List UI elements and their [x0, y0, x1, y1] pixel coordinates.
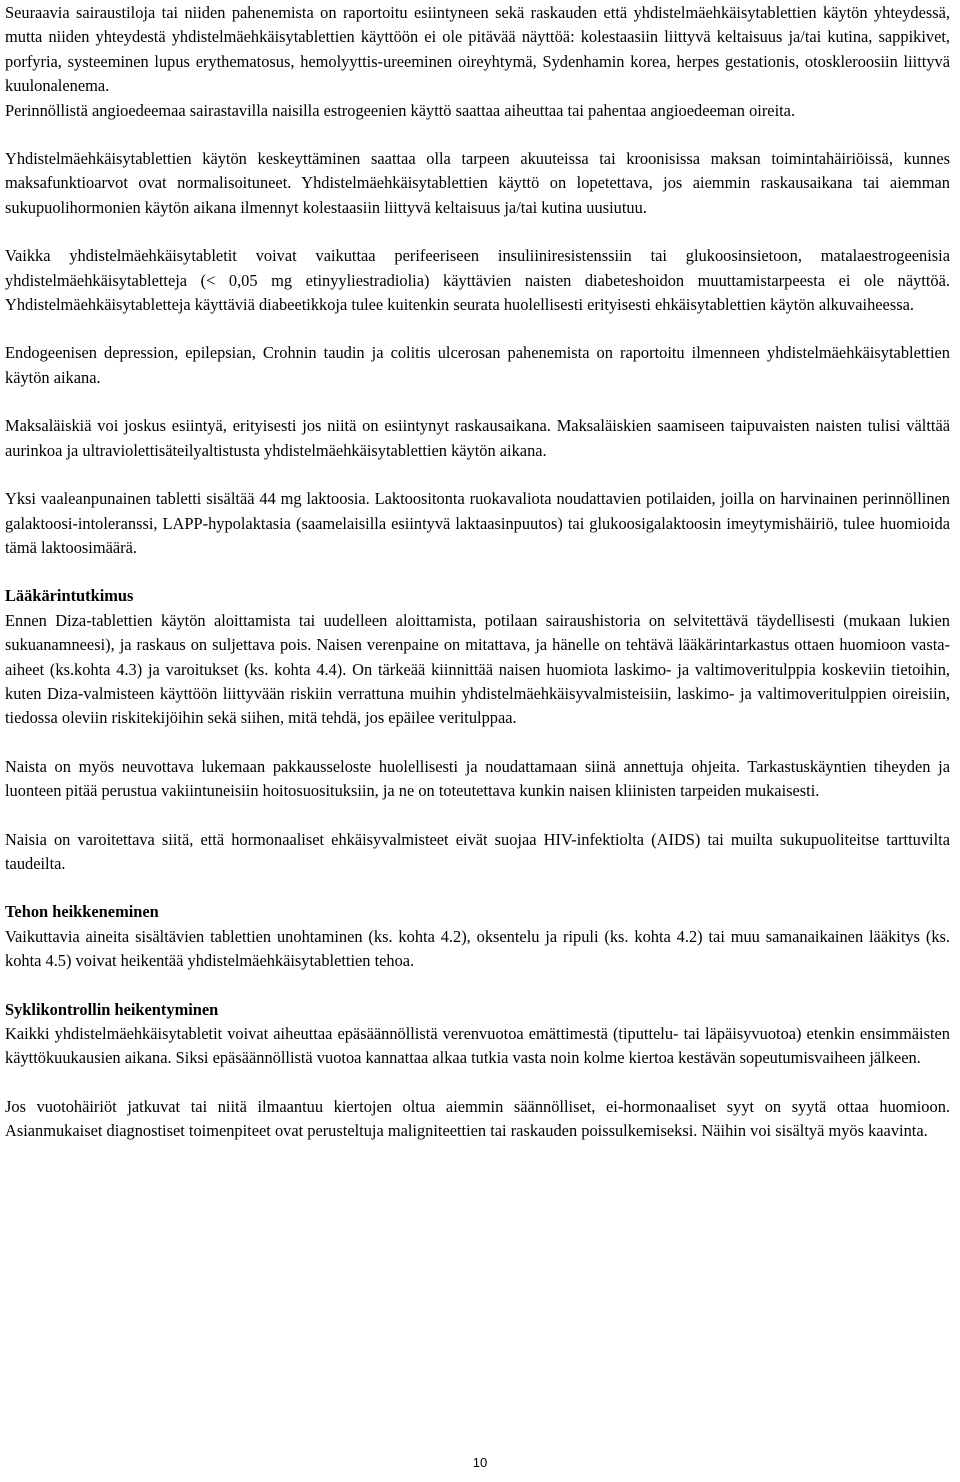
heading-reduced-efficacy: Tehon heikkeneminen: [5, 902, 159, 922]
paragraph-patient-leaflet: Naista on myös neuvottava lukemaan pakkausseloste huolellisesti ja noudattamaan siinä annettuja ohjeita. Tarkastuskäyntien tiheyden ja luonteen pitää perustua vakiintuneisiin hoitosuosituksiin, ja ne on toteutettava kunkin naisen kliinisten tarpeiden mukaisesti.: [5, 756, 950, 801]
paragraph-medical-examination: Ennen Diza-tablettien käytön aloittamista tai uudelleen aloittamista, potilaan sairaushistoria on selvitettävä täydellisesti (mukaan lukien sukuanamneesi), ja raskaus on suljettava pois. Naisen verenpaine on mitattava, ja hänelle on tehtävä lääkärintarkastus ottaen huomioon vasta-aiheet (ks.kohta 4.3) ja varoitukset (ks. kohta 4.4). On tärkeää kiinnittää naisen huomiota laskimo- ja valtimoveritulppia koskeviin tietoihin, kuten Diza-valmisteen käyttöön liittyvään riskiin verrattuna muihin yhdistelmäehkäisyvalmisteisiin, laskimo- ja valtimoveritulppien oireisiin, tiedossa oleviin riskitekijöihin sekä siihen, mitä tehdä, jos epäilee veritulppaa.: [5, 610, 950, 728]
paragraph-associated-conditions: Seuraavia sairaustiloja tai niiden pahenemista on raportoitu esiintyneen sekä raskauden että yhdistelmäehkäisytablettien käytön yhteydessä, mutta niiden yhteydestä yhdistelmäehkäisytablettien käyttöön ei ole pitävää näyttöä: kolestaasiin liittyvä keltaisuus ja/tai kutina, sappikivet, porfyria, systeeminen lupus erythematosus, hemolyyttis-ureeminen oireyhtymä, Sydenhamin korea, herpes gestationis, otoskleroosiin liittyvä kuulonalenema.: [5, 3, 950, 96]
paragraph-liver-function: Yhdistelmäehkäisytablettien käytön keskeyttäminen saattaa olla tarpeen akuuteissa tai kroonisissa maksan toimintahäiriöissä, kunnes maksafunktioarvot ovat normalisoituneet. Yhdistelmäehkäisytablettien käyttö on lopetettava, jos aiemmin raskausaikana tai aiemman sukupuolihormonien käytön aikana ilmennyt kolestaasiin liittyvä keltaisuus ja/tai kutina uusiutuu.: [5, 149, 950, 217]
heading-cycle-control: Syklikontrollin heikentyminen: [5, 999, 219, 1019]
paragraph-depression-epilepsy: Endogeenisen depression, epilepsian, Crohnin taudin ja colitis ulcerosan pahenemista on raportoitu ilmenneen yhdistelmäehkäisytablettien käytön aikana.: [5, 343, 950, 387]
paragraph-hiv-warning: Naisia on varoitettava siitä, että hormonaaliset ehkäisyvalmisteet eivät suojaa HIV-infektiolta (AIDS) tai muilta sukupuoliteitse tarttuvilta taudeilta.: [5, 829, 950, 873]
paragraph-diabetes: Vaikka yhdistelmäehkäisytabletit voivat vaikuttaa perifeeriseen insuliiniresistenssiin tai glukoosinsietoon, matalaestrogeenisia yhdistelmäehkäisytabletteja (< 0,05 mg etinyyliestradiolia) käyttävien naisten diabeteshoidon muuttamistarpeesta ei ole näyttöä. Yhdistelmäehkäisytabletteja käyttäviä diabeetikkoja tulee kuitenkin seurata huolellisesti erityisesti ehkäisytablettien käytön alkuvaiheessa.: [5, 246, 950, 315]
paragraph-bleeding-persistence: Jos vuotohäiriöt jatkuvat tai niitä ilmaantuu kiertojen oltua aiemmin säännölliset, ei-hormonaaliset syyt on syytä ottaa huomioon. Asianmukaiset diagnostiset toimenpiteet ovat perusteltuja maligniteettien tai raskauden poissulkemiseksi. Näihin voi sisältyä myös kaavinta.: [5, 1096, 950, 1141]
paragraph-reduced-efficacy: Vaikuttavia aineita sisältävien tablettien unohtaminen (ks. kohta 4.2), oksentelu ja ripuli (ks. kohta 4.2) tai muu samanaikainen lääkitys (ks. kohta 4.5) voivat heikentää yhdistelmäehkäisytablettien tehoa.: [5, 926, 950, 971]
document-page: [5, 1, 950, 1168]
paragraph-lactose: Yksi vaaleanpunainen tabletti sisältää 44 mg laktoosia. Laktoositonta ruokavaliota noudattavien potilaiden, joilla on harvinainen perinnöllinen galaktoosi-intoleranssi, LAPP-hypolaktasia (saamelaisilla esiintyvä laktaasinpuutos) tai glukoosigalaktoosin imeytymishäiriö, tulee huomioida tämä laktoosimäärä.: [5, 489, 950, 557]
paragraph-irregular-bleeding: Kaikki yhdistelmäehkäisytabletit voivat aiheuttaa epäsäännöllistä verenvuotoa emättimestä (tiputtelu- tai läpäisyvuotoa) etenkin ensimmäisten käyttökuukausien aikana. Siksi epäsäännöllistä vuotoa kannattaa alkaa tutkia vasta noin kolme kiertoa kestävän sopeutumisvaiheen jälkeen.: [5, 1024, 950, 1068]
paragraph-chloasma: Maksaläiskiä voi joskus esiintyä, erityisesti jos niitä on esiintynyt raskausaikana. Maksaläiskien saamiseen taipuvaisten naisten tulisi välttää aurinkoa ja ultraviolettisäteilyaltistusta yhdistelmäehkäisytablettien käytön aikana.: [5, 416, 950, 460]
paragraph-angioedema: Perinnöllistä angioedeemaa sairastavilla naisilla estrogeenien käyttö saattaa aiheuttaa tai pahentaa angioedeeman oireita.: [5, 100, 796, 120]
page-number: 10: [472, 1455, 488, 1470]
heading-medical-examination: Lääkärintutkimus: [5, 586, 134, 606]
